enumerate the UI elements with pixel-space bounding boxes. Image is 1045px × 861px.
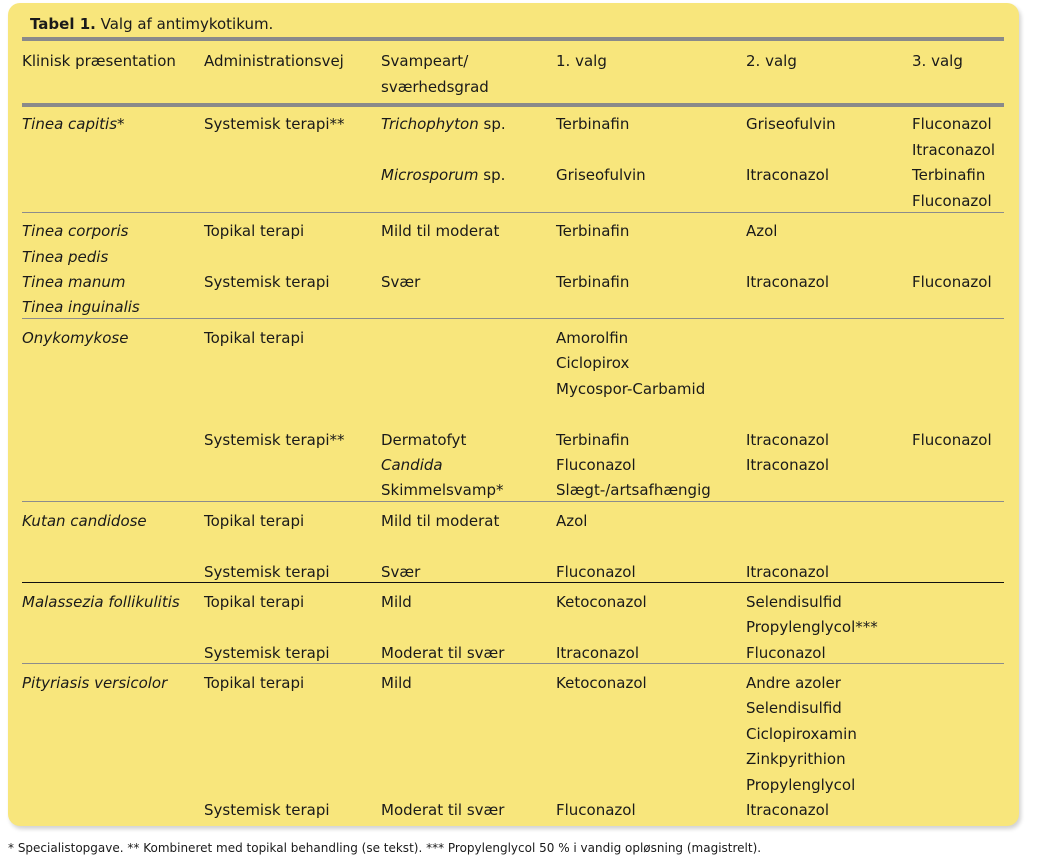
row-divider [22, 663, 1004, 664]
row-onyko-name: Onykomykose [22, 329, 129, 347]
row-onyko-first-d: Slægt-/artsafhængig [556, 481, 711, 499]
row-corporis-second-b: Itraconazol [746, 273, 830, 291]
row-kutan-admin-b: Systemisk terapi [204, 563, 330, 581]
table-footnote: * Specialistopgave. ** Kombineret med topikal behandling (se tekst). *** Propylenglycol 50 % i vandig opløsning (magistrelt). [8, 841, 762, 855]
row-corporis-species-a: Mild til moderat [381, 222, 500, 240]
row-pityriasis-second-a3: Ciclopiroxamin [746, 725, 857, 743]
row-capitis-second-a: Griseofulvin [746, 115, 836, 133]
row-malassezia-second-b: Fluconazol [746, 644, 826, 662]
header-species-line2: sværhedsgrad [381, 78, 489, 96]
row-corporis-name-3: Tinea manum [22, 273, 126, 291]
table-panel [8, 3, 1019, 826]
row-kutan-name: Kutan candidose [22, 512, 147, 530]
row-pityriasis-second-a4: Zinkpyrithion [746, 750, 846, 768]
row-onyko-second-c: Itraconazol [746, 456, 830, 474]
row-onyko-species-c: Candida [381, 456, 443, 474]
row-pityriasis-admin-b: Systemisk terapi [204, 801, 330, 819]
header-bottom-rule [22, 103, 1004, 107]
row-corporis-name-2: Tinea pedis [22, 248, 109, 266]
row-pityriasis-admin-a: Topikal terapi [204, 674, 305, 692]
row-capitis-species-b: Microsporum sp. [381, 166, 506, 184]
row-corporis-third-b: Fluconazol [912, 273, 992, 291]
row-capitis-third-b2: Fluconazol [912, 192, 992, 210]
row-kutan-admin-a: Topikal terapi [204, 512, 305, 530]
row-malassezia-admin-b: Systemisk terapi [204, 644, 330, 662]
table-title: Valg af antimykotikum. [95, 15, 274, 33]
row-pityriasis-second-a2: Selendisulfid [746, 699, 842, 717]
row-malassezia-second-a1: Selendisulfid [746, 593, 842, 611]
row-onyko-first-a2: Ciclopirox [556, 354, 630, 372]
row-onyko-third-b: Fluconazol [912, 431, 992, 449]
header-second-choice: 2. valg [746, 52, 797, 70]
row-pityriasis-first-b: Fluconazol [556, 801, 636, 819]
row-onyko-first-a3: Mycospor-Carbamid [556, 380, 706, 398]
table-label: Tabel 1. [30, 15, 96, 33]
row-malassezia-first-a: Ketoconazol [556, 593, 647, 611]
row-divider [22, 318, 1004, 319]
row-malassezia-first-b: Itraconazol [556, 644, 640, 662]
row-onyko-admin-a: Topikal terapi [204, 329, 305, 347]
row-capitis-third-b1: Terbinafin [912, 166, 986, 184]
row-kutan-second-b: Itraconazol [746, 563, 830, 581]
header-species-line1: Svampeart/ [381, 52, 469, 70]
row-corporis-second-a: Azol [746, 222, 778, 240]
header-third-choice: 3. valg [912, 52, 963, 70]
row-capitis-admin: Systemisk terapi** [204, 115, 345, 133]
row-corporis-first-a: Terbinafin [556, 222, 630, 240]
row-corporis-admin-a: Topikal terapi [204, 222, 305, 240]
row-onyko-first-a1: Amorolfin [556, 329, 629, 347]
row-malassezia-species-a: Mild [381, 593, 412, 611]
row-capitis-name: Tinea capitis* [22, 115, 125, 133]
row-malassezia-species-b: Moderat til svær [381, 644, 505, 662]
row-divider [22, 501, 1004, 502]
row-kutan-species-b: Svær [381, 563, 421, 581]
row-capitis-second-b: Itraconazol [746, 166, 830, 184]
header-admin: Administrationsvej [204, 52, 344, 70]
row-onyko-species-d: Skimmelsvamp* [381, 481, 504, 499]
row-corporis-admin-b: Systemisk terapi [204, 273, 330, 291]
row-capitis-first-a: Terbinafin [556, 115, 630, 133]
row-corporis-name-1: Tinea corporis [22, 222, 129, 240]
row-onyko-species-b: Dermatofyt [381, 431, 467, 449]
row-capitis-species-a: Trichophyton sp. [381, 115, 506, 133]
table-caption [30, 15, 273, 33]
row-pityriasis-species-b: Moderat til svær [381, 801, 505, 819]
row-malassezia-name: Malassezia follikulitis [22, 593, 180, 611]
row-capitis-third-a1: Fluconazol [912, 115, 992, 133]
row-pityriasis-second-b: Itraconazol [746, 801, 830, 819]
header-clinical: Klinisk præsentation [22, 52, 176, 70]
row-divider [22, 212, 1004, 213]
row-pityriasis-species-a: Mild [381, 674, 412, 692]
row-corporis-name-4: Tinea inguinalis [22, 298, 140, 316]
row-capitis-first-b: Griseofulvin [556, 166, 646, 184]
row-onyko-second-b: Itraconazol [746, 431, 830, 449]
row-corporis-species-b: Svær [381, 273, 421, 291]
row-malassezia-admin-a: Topikal terapi [204, 593, 305, 611]
header-top-rule [22, 37, 1004, 41]
row-pityriasis-second-a1: Andre azoler [746, 674, 841, 692]
row-corporis-first-b: Terbinafin [556, 273, 630, 291]
row-onyko-first-c: Fluconazol [556, 456, 636, 474]
row-onyko-admin-b: Systemisk terapi** [204, 431, 345, 449]
row-onyko-first-b: Terbinafin [556, 431, 630, 449]
row-kutan-first-b: Fluconazol [556, 563, 636, 581]
row-kutan-first-a: Azol [556, 512, 588, 530]
row-capitis-third-a2: Itraconazol [912, 141, 996, 159]
row-malassezia-second-a2: Propylenglycol*** [746, 618, 878, 636]
row-pityriasis-first-a: Ketoconazol [556, 674, 647, 692]
header-first-choice: 1. valg [556, 52, 607, 70]
row-divider [22, 582, 1004, 583]
row-kutan-species-a: Mild til moderat [381, 512, 500, 530]
row-pityriasis-name: Pityriasis versicolor [22, 674, 168, 692]
row-pityriasis-second-a5: Propylenglycol [746, 776, 856, 794]
